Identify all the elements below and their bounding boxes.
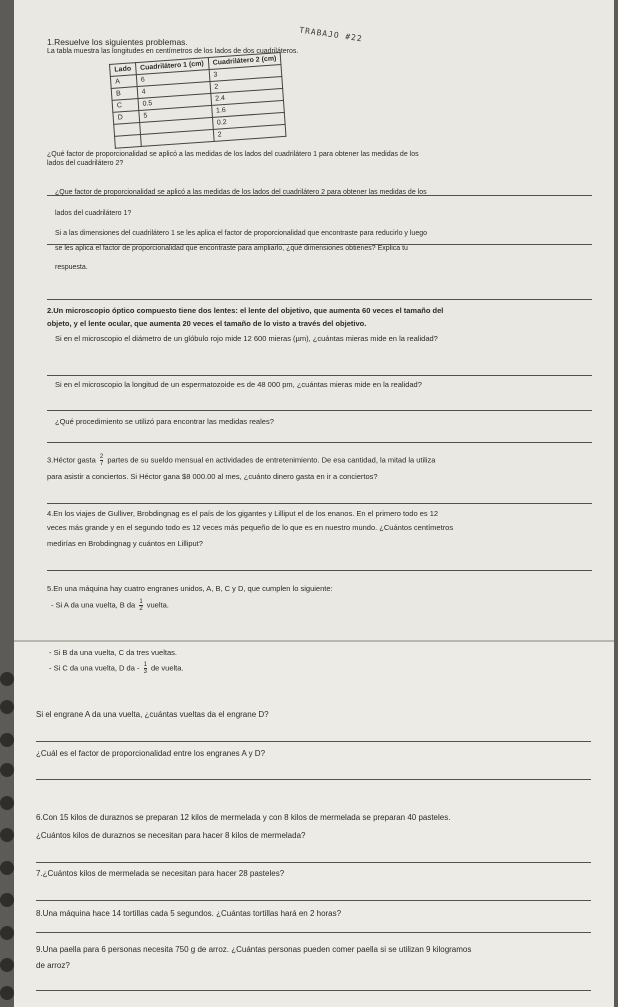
table-cell: 5 [139,105,212,122]
bullet-1-prefix: - Si A da una vuelta, B da [51,600,136,610]
table-cell: 6 [136,70,209,87]
table-cell: 2.4 [210,88,283,105]
sides-table [109,52,287,149]
table-caption: La tabla muestra las longitudes en centímetros de los lados de dos cuadriláteros. [47,48,299,55]
fraction [144,662,147,675]
question-1c-text-3: respuesta. [55,264,88,271]
table-header-cell: Lado [110,63,137,77]
binding-ring [0,958,14,972]
question-1c-text: Si a las dimensiones del cuadrilátero 1 se les aplica el factor de proporcionalidad que encontraste para reducirlo y luego [55,230,427,237]
problem-9-text-2: de arroz? [36,961,70,970]
table-cell: 2 [209,76,282,93]
problem-1-title: 1.Resuelve los siguientes problemas. [47,37,188,47]
table-cell: 4 [137,82,210,99]
question-2a-text: Si en el microscopio el diámetro de un glóbulo rojo mide 12 600 mieras (µm), ¿cuántas mieras mide en la realidad? [55,334,438,343]
problem-7-text: 7.¿Cuántos kilos de mermelada se necesitan para hacer 28 pasteles? [36,869,285,878]
question-6a-text: ¿Cuántos kilos de duraznos se necesitan para hacer 8 kilos de mermelada? [36,831,306,840]
answer-line[interactable] [36,862,591,863]
answer-line[interactable] [47,410,592,411]
answer-line[interactable] [36,900,591,901]
table-header-cell: Cuadrilátero 1 (cm) [135,58,208,75]
binding-ring [0,986,14,1000]
table-cell: A [110,75,137,89]
answer-line[interactable] [47,442,592,443]
fraction [100,454,103,467]
answer-line[interactable] [47,570,592,571]
fraction-denominator: 2 [139,606,143,612]
binding-ring [0,926,14,940]
bullet-1-suffix: vuelta. [146,600,169,610]
problem-5-bullet-1 [51,599,169,612]
fraction [139,599,142,612]
binding-ring [0,861,14,875]
question-1a-text-2: lados del cuadrilátero 2? [47,160,124,167]
table-cell [115,134,142,148]
table-cell: 3 [209,64,282,81]
question-2c-text: ¿Qué procedimiento se utilizó para encontrar las medidas reales? [55,417,274,426]
binding-ring [0,733,14,747]
answer-line[interactable] [36,932,591,933]
bullet-3-suffix: de vuelta. [151,663,184,673]
binding-ring [0,672,14,686]
problem-5-text: 5.En una máquina hay cuatro engranes unidos, A, B, C y D, que cumplen lo siguiente: [47,584,333,593]
fraction-numerator: 2 [99,454,104,460]
worksheet-page-2 [14,640,614,1007]
question-2b-text: Si en el microscopio la longitud de un espermatozoide es de 48 000 pm, ¿cuántas mieras mide en la realidad? [55,380,422,389]
answer-line[interactable] [36,779,591,780]
binding-ring [0,763,14,777]
problem-3-suffix: partes de su sueldo mensual en actividades de entretenimiento. De esa cantidad, la mitad la utiliza [107,455,436,465]
binding-ring [0,828,14,842]
fraction-numerator: 1 [143,662,147,668]
problem-8-text: 8.Una máquina hace 14 tortillas cada 5 segundos. ¿Cuántas tortillas hará en 2 horas? [36,909,342,918]
binding-ring [0,796,14,810]
answer-line[interactable] [47,375,592,376]
table-cell: B [111,87,138,101]
problem-4-text-2: veces más grande y en el segundo todo es 12 veces más pequeño de lo que es en nuestro mundo. ¿Cuántos centímetros [47,523,454,532]
fraction-denominator: 3 [143,669,147,675]
question-1c-text-2: se les aplica el factor de proporcionalidad que encontraste para ampliarlo, ¿qué dimensiones obtienes? Explica tu [55,245,408,252]
problem-4-text: 4.En los viajes de Gulliver, Brobdingnag es el país de los gigantes y Lilliput el de los enanos. En el primero todo es 12 [47,509,439,518]
question-1b-text: ¿Que factor de proporcionalidad se aplicó a las medidas de los lados del cuadrilátero 2 para obtener las medidas de los [55,189,427,196]
bullet-3-prefix: - Si C da una vuelta, D da - [49,663,140,673]
question-1b-text-2: lados del cuadrilátero 1? [55,210,132,217]
table-cell: D [113,111,140,125]
answer-line[interactable] [36,990,591,991]
fraction-denominator: 7 [99,461,104,467]
table-cell: 1.6 [211,100,284,117]
answer-line[interactable] [47,503,592,504]
question-1a-text: ¿Qué factor de proporcionalidad se aplicó a las medidas de los lados del cuadrilátero 1 para obtener las medidas de los [47,151,419,158]
problem-3-text-2: para asistir a conciertos. Si Héctor gana $8 000.00 al mes, ¿cuánto dinero gasta en ir a conciertos? [47,472,378,481]
answer-line[interactable] [36,741,591,742]
problem-2-text: 2.Un microscopio óptico compuesto tiene dos lentes: el lente del objetivo, que aumenta 60 veces el tamaño del [47,306,444,315]
question-5a-text: Si el engrane A da una vuelta, ¿cuántas vueltas da el engrane D? [36,710,269,719]
problem-4-text-3: medirías en Brobdingnag y cuántos en Lilliput? [47,539,203,548]
worksheet-page-1 [14,0,614,640]
binding-ring [0,700,14,714]
fraction-numerator: 1 [139,599,143,605]
problem-2-text-2: objeto, y el lente ocular, que aumenta 20 veces el tamaño de lo visto a través del objetivo. [47,319,367,328]
problem-3-text [47,454,435,467]
problem-5-bullet-3 [49,662,184,675]
answer-line[interactable] [47,299,592,300]
problem-9-text: 9.Una paella para 6 personas necesita 750 g de arroz. ¿Cuántas personas pueden comer paella si se utilizan 9 kilogramos [36,945,472,954]
table-cell: 2 [213,124,286,141]
problem-5-bullet-2: - Si B da una vuelta, C da tres vueltas. [49,648,177,657]
table-cell: 0.2 [212,112,285,129]
table-header-cell: Cuadrilátero 2 (cm) [208,53,281,70]
binding-ring [0,893,14,907]
handwritten-title: TRABAJO #22 [298,25,364,44]
problem-6-text: 6.Con 15 kilos de duraznos se preparan 12 kilos de mermelada y con 8 kilos de mermelada se preparan 40 pasteles. [36,813,451,822]
problem-3-prefix: 3.Héctor gasta [47,455,96,465]
table-cell: 0.5 [138,94,211,111]
table-cell: C [112,99,139,113]
question-5b-text: ¿Cuál es el factor de proporcionalidad entre los engranes A y D? [36,749,266,758]
